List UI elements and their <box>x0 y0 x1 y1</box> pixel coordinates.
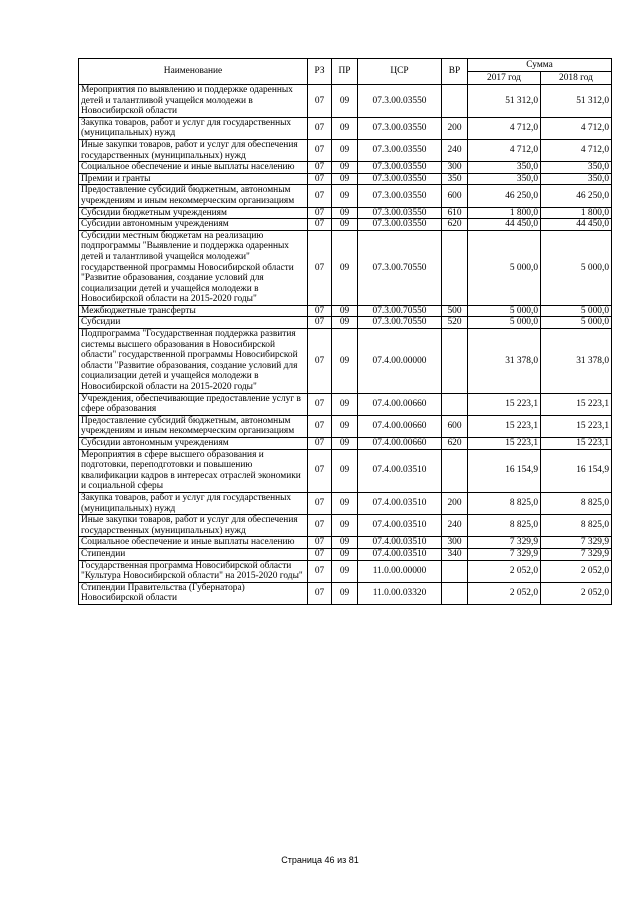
table-row <box>79 117 612 139</box>
cell-pr: 09 <box>332 449 358 492</box>
cell-rz: 07 <box>308 219 332 231</box>
cell-vr: 240 <box>442 139 468 161</box>
cell-csr: 07.3.00.70550 <box>358 305 442 317</box>
cell-rz: 07 <box>308 85 332 118</box>
cell-2017: 46 250,0 <box>468 185 541 207</box>
cell-rz: 07 <box>308 492 332 514</box>
cell-rz: 07 <box>308 560 332 582</box>
cell-2018: 15 223,1 <box>541 415 612 437</box>
cell-csr: 07.4.00.00660 <box>358 415 442 437</box>
cell-2017: 2 052,0 <box>468 560 541 582</box>
cell-vr <box>442 582 468 604</box>
cell-rz: 07 <box>308 438 332 450</box>
cell-2017: 1 800,0 <box>468 207 541 219</box>
cell-rz: 07 <box>308 305 332 317</box>
cell-2018: 350,0 <box>541 162 612 174</box>
cell-name: Субсидии бюджетным учреждениям <box>79 207 308 219</box>
cell-vr: 500 <box>442 305 468 317</box>
cell-rz: 07 <box>308 185 332 207</box>
cell-name: Субсидии <box>79 317 308 329</box>
cell-name: Субсидии автономным учреждениям <box>79 438 308 450</box>
header-pr: ПР <box>332 59 358 85</box>
cell-name: Государственная программа Новосибирской области "Культура Новосибирской области" на 2015-2020 годы" <box>79 560 308 582</box>
cell-2017: 51 312,0 <box>468 85 541 118</box>
cell-2018: 350,0 <box>541 173 612 185</box>
table-row <box>79 415 612 437</box>
cell-rz: 07 <box>308 537 332 549</box>
cell-2018: 5 000,0 <box>541 317 612 329</box>
table-row <box>79 317 612 329</box>
cell-pr: 09 <box>332 139 358 161</box>
cell-vr: 620 <box>442 219 468 231</box>
cell-vr <box>442 230 468 305</box>
table-row <box>79 85 612 118</box>
cell-2018: 4 712,0 <box>541 117 612 139</box>
cell-2018: 5 000,0 <box>541 305 612 317</box>
cell-rz: 07 <box>308 393 332 415</box>
cell-2017: 350,0 <box>468 162 541 174</box>
cell-name: Субсидии местным бюджетам на реализацию подпрограммы "Выявление и поддержка одаренных детей и талантливой учащейся молодежи" государственной программы Новосибирской области "Развитие образования, создание условий для социализации детей и учащейся молодежи в Новосибирской области на 2015-2020 годы" <box>79 230 308 305</box>
cell-2017: 7 329,9 <box>468 548 541 560</box>
cell-2017: 4 712,0 <box>468 117 541 139</box>
cell-2018: 8 825,0 <box>541 492 612 514</box>
cell-pr: 09 <box>332 438 358 450</box>
cell-2018: 4 712,0 <box>541 139 612 161</box>
cell-name: Стипендии Правительства (Губернатора) Новосибирской области <box>79 582 308 604</box>
cell-pr: 09 <box>332 393 358 415</box>
cell-vr: 340 <box>442 548 468 560</box>
cell-pr: 09 <box>332 582 358 604</box>
table-row <box>79 173 612 185</box>
cell-vr: 300 <box>442 162 468 174</box>
table-row <box>79 582 612 604</box>
cell-pr: 09 <box>332 85 358 118</box>
cell-rz: 07 <box>308 173 332 185</box>
cell-2018: 8 825,0 <box>541 515 612 537</box>
cell-2018: 5 000,0 <box>541 230 612 305</box>
cell-csr: 07.4.00.00000 <box>358 329 442 394</box>
cell-name: Иные закупки товаров, работ и услуг для обеспечения государственных (муниципальных) нужд <box>79 515 308 537</box>
table-row <box>79 438 612 450</box>
cell-csr: 07.4.00.03510 <box>358 515 442 537</box>
cell-csr: 07.3.00.70550 <box>358 230 442 305</box>
cell-csr: 07.3.00.70550 <box>358 317 442 329</box>
cell-csr: 07.4.00.03510 <box>358 548 442 560</box>
cell-vr: 200 <box>442 492 468 514</box>
header-name: Наименование <box>79 59 308 85</box>
header-csr: ЦСР <box>358 59 442 85</box>
page-number: Страница 46 из 81 <box>281 855 359 865</box>
cell-2018: 7 329,9 <box>541 537 612 549</box>
cell-name: Закупка товаров, работ и услуг для государственных (муниципальных) нужд <box>79 492 308 514</box>
cell-2017: 8 825,0 <box>468 492 541 514</box>
header-vr: ВР <box>442 59 468 85</box>
cell-2017: 4 712,0 <box>468 139 541 161</box>
cell-rz: 07 <box>308 449 332 492</box>
cell-pr: 09 <box>332 162 358 174</box>
cell-csr: 07.3.00.03550 <box>358 219 442 231</box>
table-row <box>79 230 612 305</box>
cell-2018: 51 312,0 <box>541 85 612 118</box>
header-rz: РЗ <box>308 59 332 85</box>
cell-2018: 16 154,9 <box>541 449 612 492</box>
cell-pr: 09 <box>332 492 358 514</box>
cell-2018: 46 250,0 <box>541 185 612 207</box>
cell-vr <box>442 329 468 394</box>
cell-2017: 2 052,0 <box>468 582 541 604</box>
cell-vr <box>442 560 468 582</box>
cell-name: Предоставление субсидий бюджетным, автономным учреждениям и иным некоммерческим организациям <box>79 415 308 437</box>
cell-2017: 5 000,0 <box>468 230 541 305</box>
cell-2018: 31 378,0 <box>541 329 612 394</box>
cell-pr: 09 <box>332 117 358 139</box>
cell-vr: 600 <box>442 185 468 207</box>
cell-vr: 300 <box>442 537 468 549</box>
table-row <box>79 393 612 415</box>
cell-pr: 09 <box>332 515 358 537</box>
cell-name: Предоставление субсидий бюджетным, автономным учреждениям и иным некоммерческим организациям <box>79 185 308 207</box>
cell-csr: 11.0.00.03320 <box>358 582 442 604</box>
cell-rz: 07 <box>308 415 332 437</box>
cell-rz: 07 <box>308 117 332 139</box>
cell-rz: 07 <box>308 329 332 394</box>
cell-pr: 09 <box>332 415 358 437</box>
table-row <box>79 162 612 174</box>
cell-csr: 07.3.00.03550 <box>358 117 442 139</box>
cell-2017: 16 154,9 <box>468 449 541 492</box>
cell-vr: 200 <box>442 117 468 139</box>
cell-name: Мероприятия по выявлению и поддержке одаренных детей и талантливой учащейся молодежи в Новосибирской области <box>79 85 308 118</box>
table-body <box>79 85 612 605</box>
cell-pr: 09 <box>332 560 358 582</box>
cell-csr: 07.4.00.00660 <box>358 393 442 415</box>
cell-csr: 07.4.00.03510 <box>358 449 442 492</box>
table-row <box>79 449 612 492</box>
cell-csr: 07.3.00.03550 <box>358 185 442 207</box>
cell-pr: 09 <box>332 537 358 549</box>
table-row <box>79 492 612 514</box>
cell-rz: 07 <box>308 515 332 537</box>
cell-csr: 07.3.00.03550 <box>358 139 442 161</box>
cell-vr <box>442 449 468 492</box>
cell-pr: 09 <box>332 185 358 207</box>
table-row <box>79 207 612 219</box>
cell-2017: 15 223,1 <box>468 438 541 450</box>
cell-rz: 07 <box>308 207 332 219</box>
cell-2017: 15 223,1 <box>468 415 541 437</box>
cell-csr: 07.4.00.03510 <box>358 537 442 549</box>
table-row <box>79 548 612 560</box>
cell-2017: 8 825,0 <box>468 515 541 537</box>
cell-pr: 09 <box>332 317 358 329</box>
table-row <box>79 537 612 549</box>
cell-csr: 11.0.00.00000 <box>358 560 442 582</box>
cell-csr: 07.3.00.03550 <box>358 162 442 174</box>
cell-2018: 44 450,0 <box>541 219 612 231</box>
cell-pr: 09 <box>332 305 358 317</box>
cell-name: Социальное обеспечение и иные выплаты населению <box>79 537 308 549</box>
table-row <box>79 305 612 317</box>
cell-vr: 240 <box>442 515 468 537</box>
cell-csr: 07.3.00.03550 <box>358 173 442 185</box>
cell-2018: 2 052,0 <box>541 582 612 604</box>
cell-vr: 610 <box>442 207 468 219</box>
cell-vr: 600 <box>442 415 468 437</box>
cell-name: Социальное обеспечение и иные выплаты населению <box>79 162 308 174</box>
cell-name: Подпрограмма "Государственная поддержка развития системы высшего образования в Новосибирской области" государственной программы Новосибирской области "Развитие образования, создание условий для социализации детей и учащейся молодежи в Новосибирской области на 2015-2020 годы" <box>79 329 308 394</box>
cell-rz: 07 <box>308 317 332 329</box>
cell-pr: 09 <box>332 230 358 305</box>
cell-2018: 15 223,1 <box>541 393 612 415</box>
cell-csr: 07.3.00.03550 <box>358 207 442 219</box>
table-row <box>79 515 612 537</box>
cell-2018: 15 223,1 <box>541 438 612 450</box>
cell-2017: 5 000,0 <box>468 317 541 329</box>
header-2018: 2018 год <box>541 72 612 85</box>
cell-vr: 520 <box>442 317 468 329</box>
cell-name: Учреждения, обеспечивающие предоставление услуг в сфере образования <box>79 393 308 415</box>
cell-2017: 5 000,0 <box>468 305 541 317</box>
cell-2018: 2 052,0 <box>541 560 612 582</box>
cell-name: Межбюджетные трансферты <box>79 305 308 317</box>
table-row <box>79 560 612 582</box>
cell-2018: 7 329,9 <box>541 548 612 560</box>
cell-2017: 31 378,0 <box>468 329 541 394</box>
table-row <box>79 219 612 231</box>
cell-2018: 1 800,0 <box>541 207 612 219</box>
cell-vr: 620 <box>442 438 468 450</box>
cell-vr <box>442 85 468 118</box>
cell-2017: 350,0 <box>468 173 541 185</box>
cell-vr: 350 <box>442 173 468 185</box>
budget-table <box>78 58 612 605</box>
cell-name: Иные закупки товаров, работ и услуг для обеспечения государственных (муниципальных) нужд <box>79 139 308 161</box>
cell-pr: 09 <box>332 329 358 394</box>
table-row <box>79 329 612 394</box>
table-row <box>79 139 612 161</box>
cell-pr: 09 <box>332 207 358 219</box>
cell-2017: 44 450,0 <box>468 219 541 231</box>
cell-name: Стипендии <box>79 548 308 560</box>
cell-rz: 07 <box>308 548 332 560</box>
header-2017: 2017 год <box>468 72 541 85</box>
cell-name: Субсидии автономным учреждениям <box>79 219 308 231</box>
cell-name: Мероприятия в сфере высшего образования и подготовки, переподготовки и повышению квалификации кадров в интересах отраслей экономики и социальной сферы <box>79 449 308 492</box>
header-sum: Сумма <box>468 59 612 72</box>
cell-2017: 7 329,9 <box>468 537 541 549</box>
cell-pr: 09 <box>332 173 358 185</box>
cell-rz: 07 <box>308 582 332 604</box>
cell-name: Премии и гранты <box>79 173 308 185</box>
cell-csr: 07.4.00.00660 <box>358 438 442 450</box>
cell-pr: 09 <box>332 548 358 560</box>
cell-rz: 07 <box>308 162 332 174</box>
cell-pr: 09 <box>332 219 358 231</box>
cell-vr <box>442 393 468 415</box>
table-row <box>79 185 612 207</box>
cell-name: Закупка товаров, работ и услуг для государственных (муниципальных) нужд <box>79 117 308 139</box>
cell-csr: 07.3.00.03550 <box>358 85 442 118</box>
cell-2017: 15 223,1 <box>468 393 541 415</box>
cell-rz: 07 <box>308 139 332 161</box>
cell-rz: 07 <box>308 230 332 305</box>
cell-csr: 07.4.00.03510 <box>358 492 442 514</box>
